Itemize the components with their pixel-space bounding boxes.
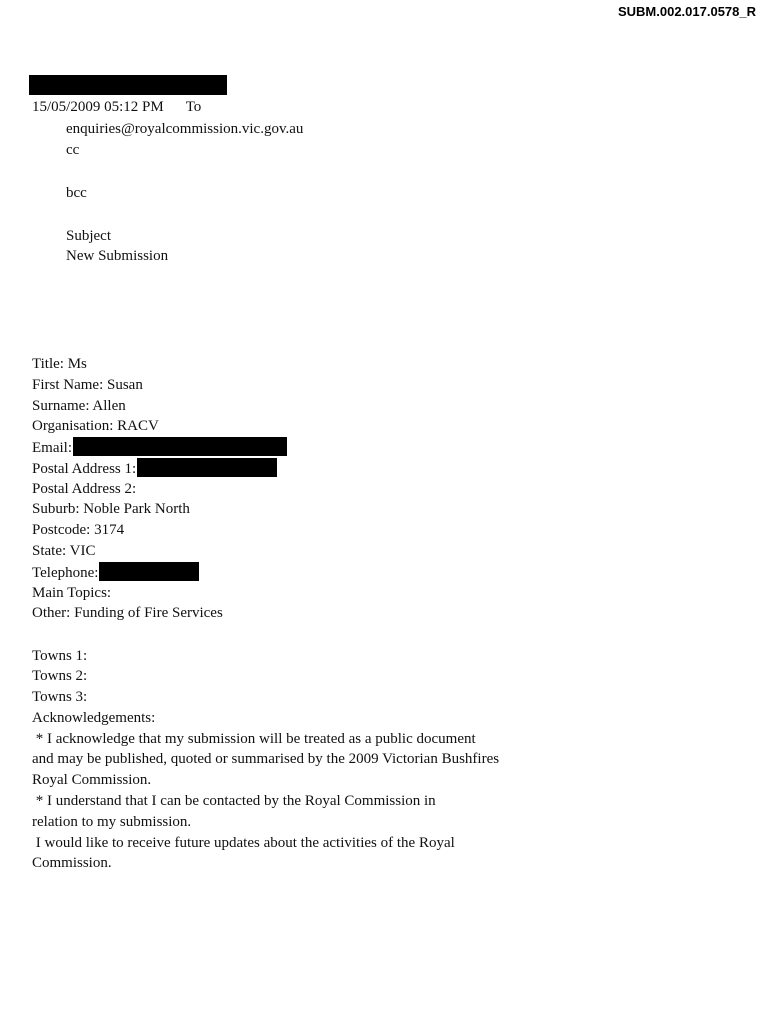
field-state: State: VIC (32, 543, 96, 559)
field-main-topics: Main Topics: (32, 585, 112, 601)
field-other: Other: Funding of Fire Services (32, 605, 223, 621)
ack1-line3: Royal Commission. (32, 772, 152, 788)
field-organisation: Organisation: RACV (32, 418, 159, 434)
field-first-name: First Name: Susan (32, 377, 143, 393)
field-towns3: Towns 3: (32, 689, 88, 705)
field-postcode: Postcode: 3174 (32, 522, 125, 538)
document-id: SUBM.002.017.0578_R (617, 4, 756, 19)
postal1-redaction (137, 458, 277, 477)
field-title: Title: Ms (32, 356, 87, 372)
subject-value: New Submission (66, 248, 169, 264)
postal1-label: Postal Address 1: (32, 461, 137, 477)
email-redaction (73, 437, 287, 456)
field-email (32, 437, 287, 458)
field-towns1: Towns 1: (32, 648, 88, 664)
telephone-label: Telephone: (32, 565, 99, 581)
telephone-redaction (99, 562, 199, 581)
to-value: enquiries@royalcommission.vic.gov.au (66, 121, 304, 137)
bcc-label: bcc (66, 185, 87, 201)
ack2-line1: * I understand that I can be contacted by the Royal Commission in (32, 793, 436, 809)
sender-redaction (29, 75, 227, 95)
to-label: To (185, 99, 202, 115)
ack1-line1: * I acknowledge that my submission will be treated as a public document (32, 731, 476, 747)
field-surname: Surname: Allen (32, 398, 126, 414)
field-postal1 (32, 458, 277, 479)
sent-datetime: 15/05/2009 05:12 PM (32, 99, 164, 115)
email-label: Email: (32, 440, 72, 456)
field-towns2: Towns 2: (32, 668, 88, 684)
ack1-line2: and may be published, quoted or summarised by the 2009 Victorian Bushfires (32, 751, 500, 767)
field-suburb: Suburb: Noble Park North (32, 501, 190, 517)
field-acknowledgements: Acknowledgements: (32, 710, 156, 726)
cc-label: cc (66, 142, 80, 158)
email-sent-line (32, 97, 201, 117)
subject-label: Subject (66, 228, 111, 244)
field-postal2: Postal Address 2: (32, 481, 137, 497)
field-telephone (32, 562, 199, 583)
ack2-line2: relation to my submission. (32, 814, 192, 830)
ack3-line1: I would like to receive future updates about the activities of the Royal (32, 835, 455, 851)
ack3-line2: Commission. (32, 855, 112, 871)
